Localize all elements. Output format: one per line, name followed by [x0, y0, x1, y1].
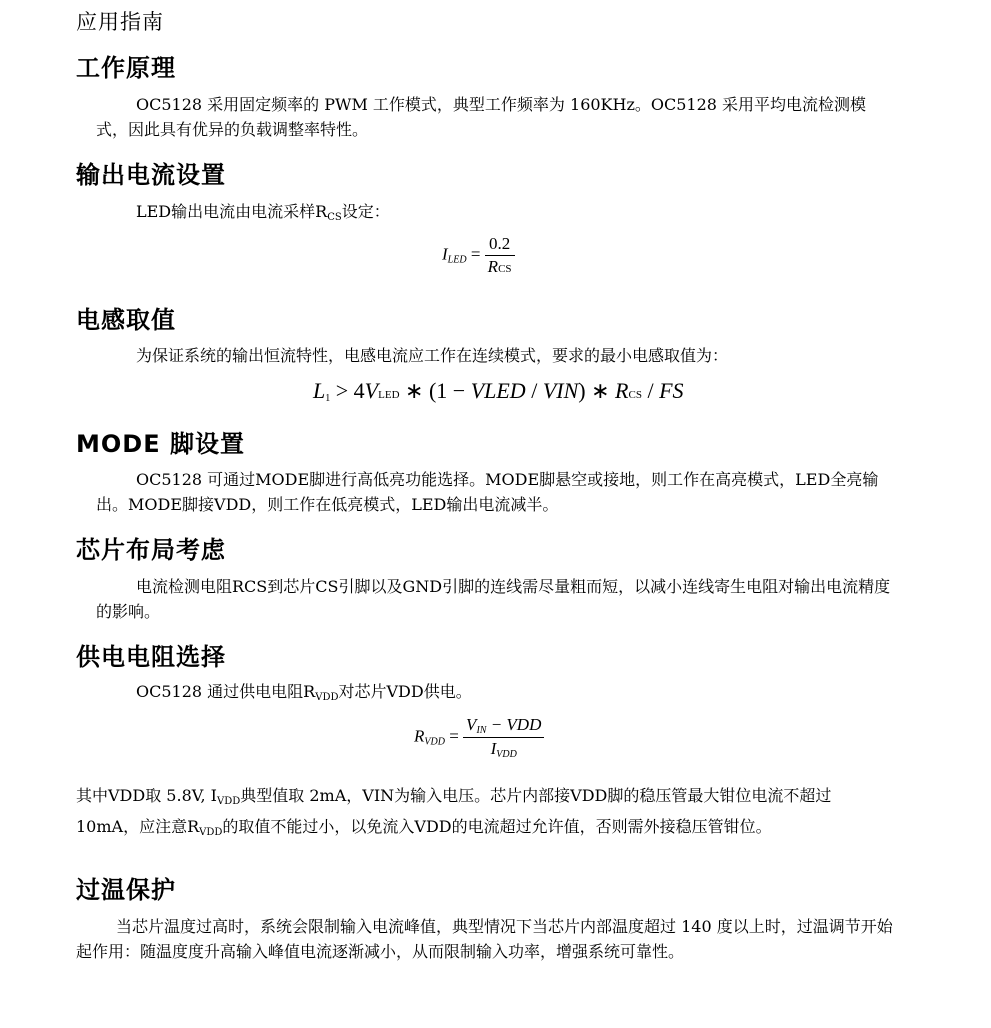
heading-working-principle: 工作原理	[76, 54, 176, 82]
heading-supply-resistor: 供电电阻选择	[76, 643, 226, 671]
para-supply-intro: OC5128 通过供电电阻$R_{VDD}$对芯片VDD供电。	[136, 682, 472, 703]
para-working-principle: OC5128 采用固定频率的 PWM 工作模式，典型工作频率为 160KHz。OC5128 采用平均电流检测模式，因此具有优异的负载调整率特性。	[96, 95, 867, 139]
para-supply-detail: 其中VDD取 5.8V, $I_{VDD}$典型值取 2mA，VIN为输入电压。芯片内部接VDD脚的稳压管最大钳位电流不超过 10mA，应注意$R_{VDD}$的取值不能过小，以免流入VDD的电流超过允许值，否则需外接稳压管钳位。	[76, 786, 832, 838]
heading-thermal-protection: 过温保护	[76, 876, 176, 904]
heading-chip-layout: 芯片布局考虑	[76, 536, 226, 564]
formula-iled: $I_{LED}$ = $\frac{0.2}{\text{RCS}}$	[442, 234, 515, 277]
heading-mode-pin: MODE 脚设置	[76, 430, 245, 458]
para-chip-layout: 电流检测电阻RCS到芯片CS引脚以及GND引脚的连线需尽量粗而短，以减小连线寄生电阻对输出电流精度的影响。	[96, 577, 891, 621]
para-mode-pin: OC5128 可通过MODE脚进行高低亮功能选择。MODE脚悬空或接地，则工作在高亮模式，LED全亮输出。MODE脚接VDD，则工作在低亮模式，LED输出电流减半。	[96, 470, 879, 514]
formula-rvdd: $R_{VDD}$ = $\frac{V_{IN} - VDD}{I_{VDD}}$	[414, 715, 544, 760]
para-inductor: 为保证系统的输出恒流特性，电感电流应工作在连续模式，要求的最小电感取值为：	[136, 346, 729, 365]
page-title: 应用指南	[76, 10, 164, 34]
para-output-current: LED输出电流由电流采样$R_{CS}$设定：	[136, 202, 390, 223]
para-thermal-protection: 当芯片温度过高时，系统会限制输入电流峰值，典型情况下当芯片内部温度超过 140 度以上时，过温调节开始起作用：随温度度升高输入峰值电流逐渐减小，从而限制输入功率，增强系统可靠性。	[76, 917, 893, 961]
heading-output-current: 输出电流设置	[76, 161, 226, 189]
heading-inductor: 电感取值	[76, 306, 176, 334]
formula-inductor: $L_1$ > 4VLED ∗ (1 − VLED / VIN) ∗ RCS / FS	[313, 378, 684, 404]
